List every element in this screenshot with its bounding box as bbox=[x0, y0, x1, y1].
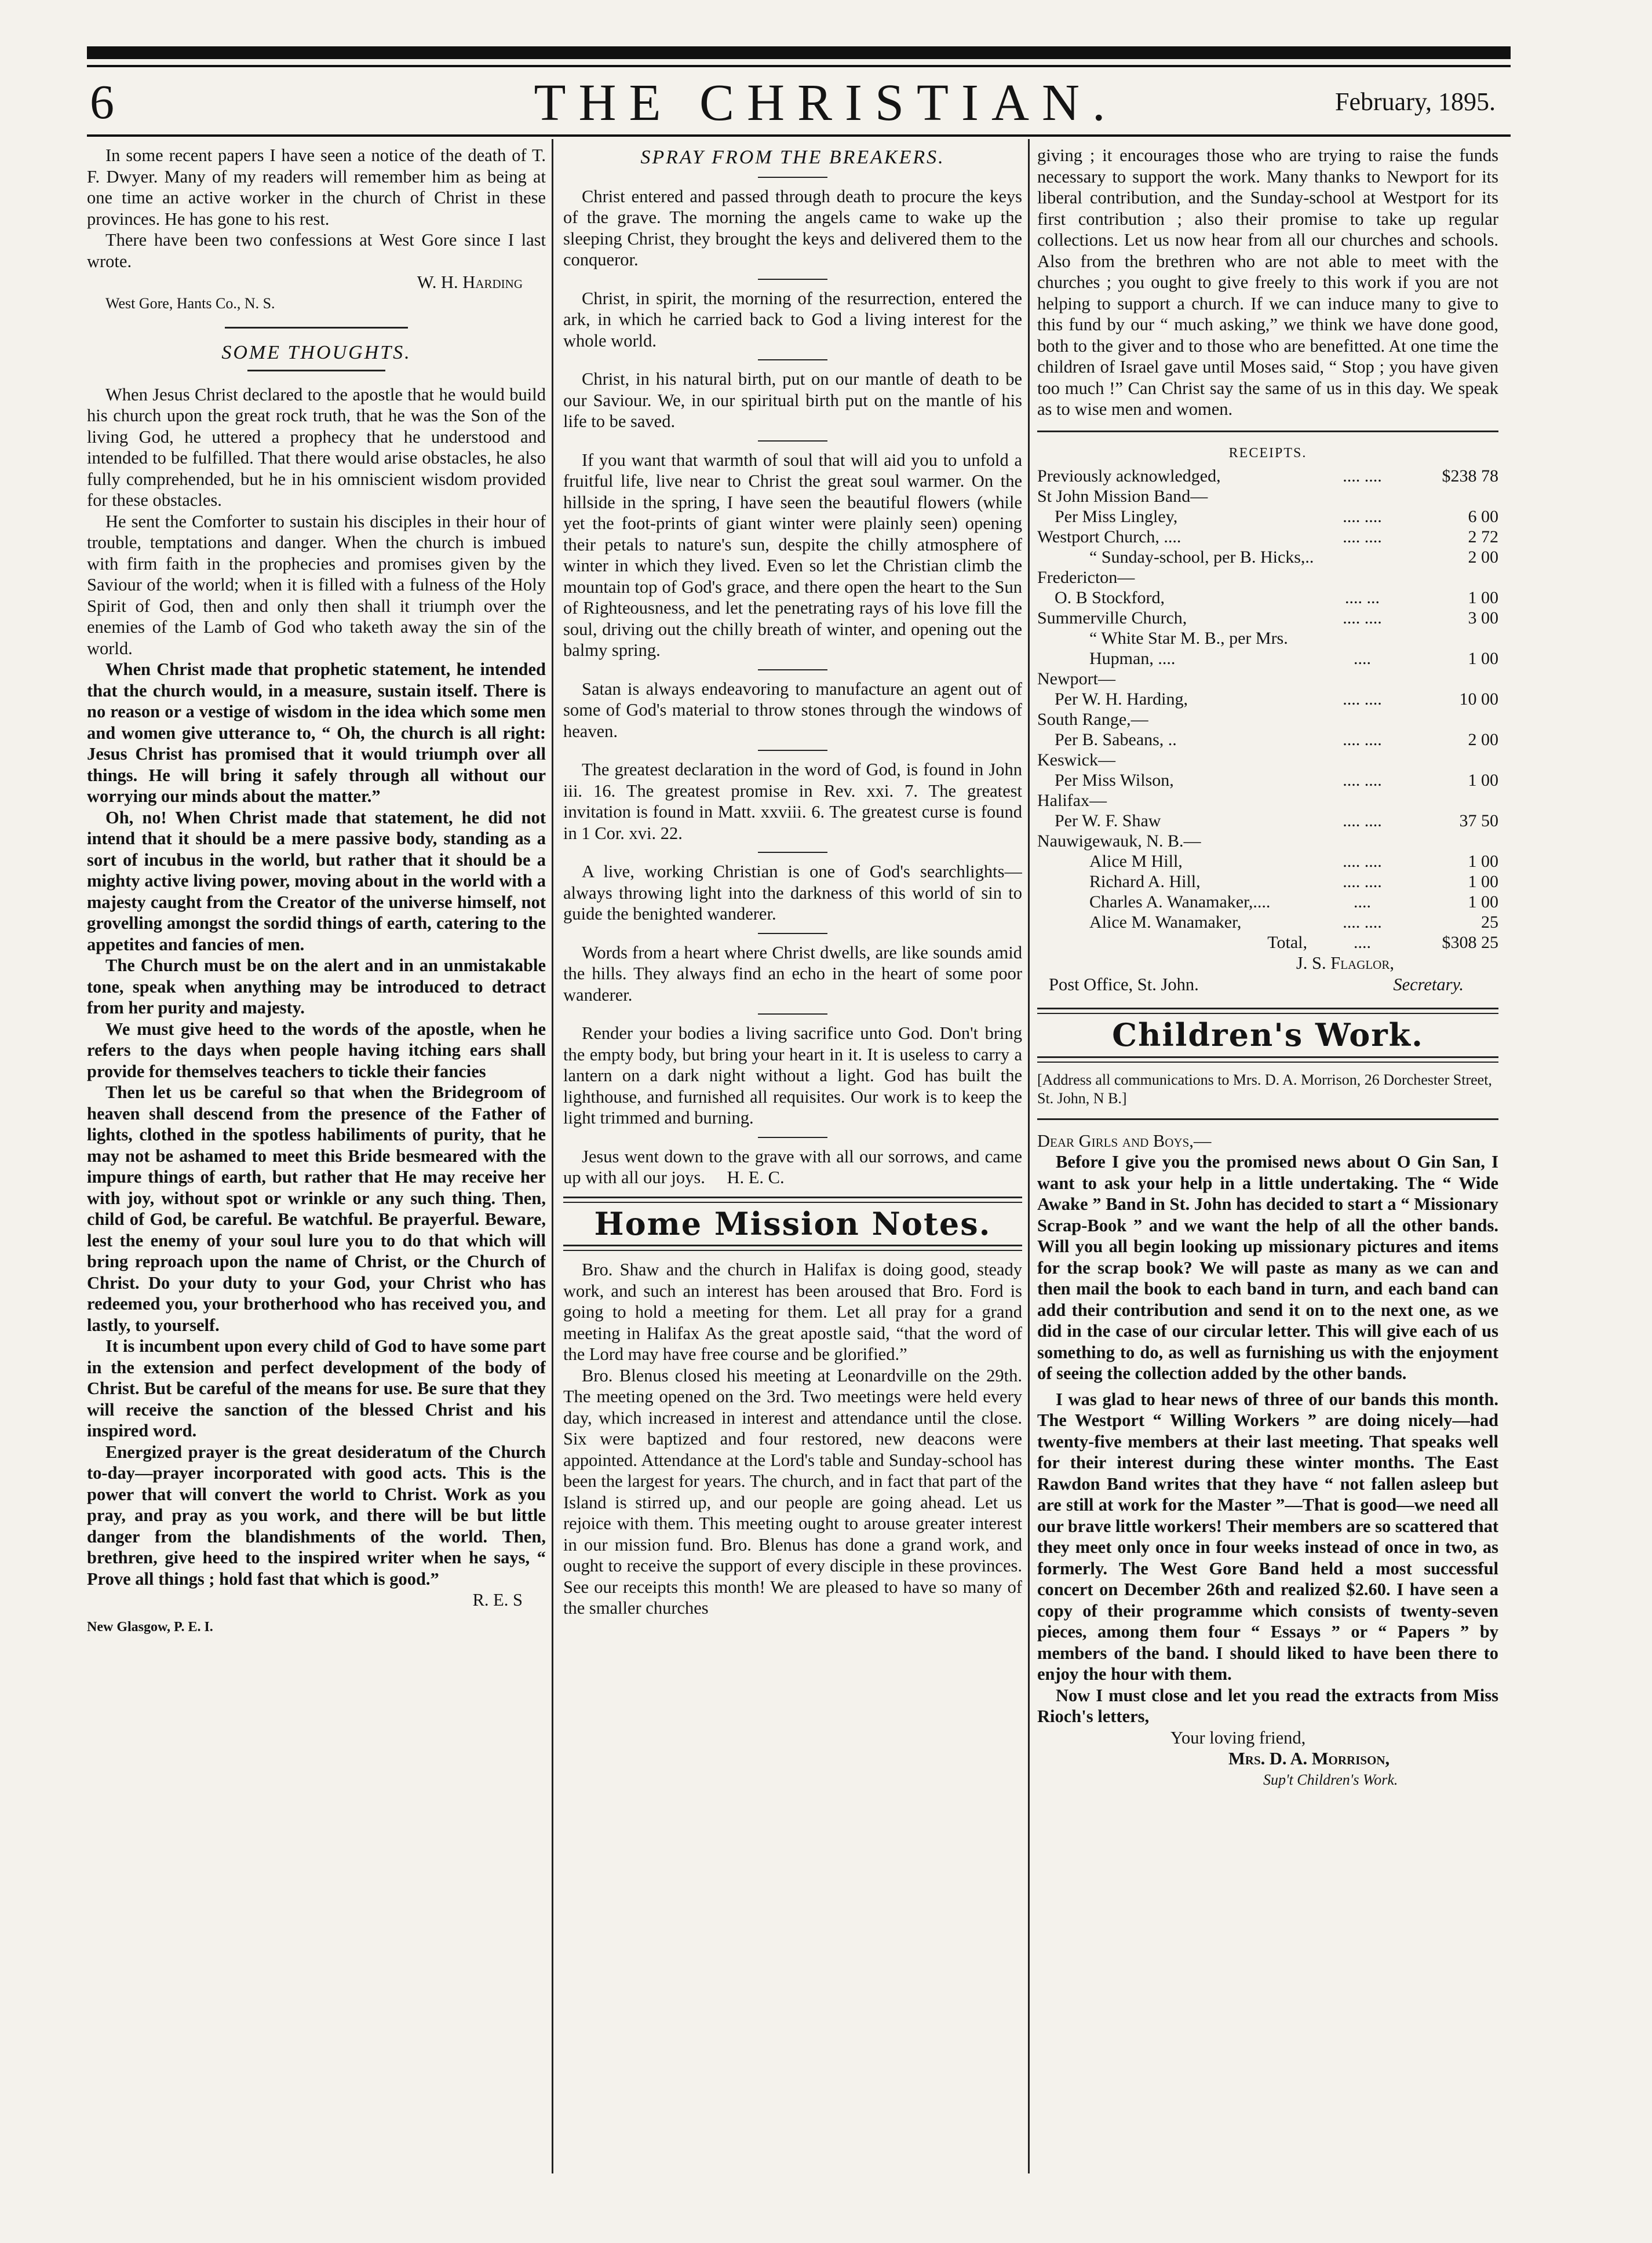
receipt-label: Per B. Sabeans, .. bbox=[1055, 730, 1177, 749]
receipt-label: “ Sunday-school, per B. Hicks,.. bbox=[1089, 548, 1314, 567]
receipt-row bbox=[1037, 709, 1498, 730]
receipt-dots: .... ... bbox=[1345, 588, 1380, 607]
closing: Your loving friend, bbox=[1170, 1727, 1306, 1748]
paragraph: When Christ made that prophetic statement, he intended that the church would, in a measure, sustain itself. There is no reason or a vestige of wisdom in the idea which some men and women give utterance to, “ Oh, the church is all right: Jesus Christ has promised that it would triumph over all things. He will bring it safely through all without our worrying our minds about the matter.” bbox=[87, 659, 546, 806]
receipt-dots: .... .... bbox=[1343, 507, 1382, 526]
paragraph: The greatest declaration in the word of God, is found in John iii. 16. The greatest promise in Rev. xxi. 7. The greatest invitation is found in Matt. xxviii. 6. The greatest curse is found in 1 Cor. xvi. 22. bbox=[563, 760, 1022, 843]
receipt-amount: 1 00 bbox=[1468, 771, 1498, 790]
receipt-dots bbox=[1319, 709, 1406, 730]
receipt-row bbox=[1037, 790, 1498, 811]
section-rule bbox=[758, 177, 827, 178]
receipt-dots bbox=[1319, 750, 1406, 770]
receipt-dots: .... bbox=[1354, 649, 1371, 668]
receipt-amount: 1 00 bbox=[1468, 872, 1498, 891]
section-title: Home Mission Notes. bbox=[594, 1205, 991, 1242]
receipt-row bbox=[1037, 628, 1498, 648]
receipt-amount: 2 00 bbox=[1468, 730, 1498, 749]
masthead-title: THE CHRISTIAN. bbox=[534, 74, 1118, 132]
section-rule bbox=[1037, 1118, 1498, 1120]
receipt-row bbox=[1037, 486, 1498, 506]
section-rule bbox=[758, 440, 827, 442]
paragraph: Satan is always endeavoring to manufacture an agent out of some of God's material to throw stones through the windows of heaven. bbox=[563, 679, 1022, 741]
receipt-row bbox=[1037, 648, 1498, 669]
receipt-dots bbox=[1319, 486, 1406, 506]
section-rule bbox=[758, 669, 827, 670]
receipt-dots bbox=[1319, 790, 1406, 811]
masthead-bottom-rule bbox=[87, 134, 1511, 137]
paragraph: Now I must close and let you read the extracts from Miss Rioch's letters, bbox=[1037, 1685, 1498, 1726]
receipt-row bbox=[1037, 770, 1498, 790]
section-rule bbox=[225, 327, 409, 329]
receipt-row bbox=[1037, 669, 1498, 689]
signature: W. H. Harding bbox=[417, 272, 523, 292]
receipt-amount: 2 00 bbox=[1468, 548, 1498, 567]
column-1 bbox=[87, 145, 546, 2168]
column-rule bbox=[1028, 139, 1030, 2173]
receipt-label: Fredericton— bbox=[1037, 568, 1135, 587]
receipt-row bbox=[1037, 506, 1498, 527]
receipt-amount: $238 78 bbox=[1442, 466, 1498, 486]
section-double-rule bbox=[563, 1245, 1022, 1251]
paragraph: Christ entered and passed through death to procure the keys of the grave. The morning the angels came to wake up the sleeping Christ, they brought the keys and delivered them to the conqueror. bbox=[563, 186, 1022, 269]
receipt-label: Per Miss Lingley, bbox=[1055, 507, 1178, 526]
column-rule bbox=[552, 139, 553, 2173]
signature-line bbox=[1037, 974, 1498, 995]
receipt-label: Previously acknowledged, bbox=[1037, 466, 1221, 486]
paragraph: Render your bodies a living sacrifice unto God. Don't bring the empty body, but bring your heart in it. It is useless to carry a lantern on a dark night without a light. God has built the lighthouse, and furnished all requisites. Our work is to keep the light trimmed and burning. bbox=[563, 1023, 1022, 1128]
receipt-row bbox=[1037, 608, 1498, 628]
address-note: [Address all communications to Mrs. D. A. Morrison, 26 Dorchester Street, St. John, N B.] bbox=[1037, 1071, 1492, 1107]
receipt-label: Keswick— bbox=[1037, 750, 1115, 769]
section-rule bbox=[758, 1013, 827, 1015]
receipt-label: “ White Star M. B., per Mrs. bbox=[1089, 629, 1288, 648]
paragraph: Before I give you the promised news about O Gin San, I want to ask your help in a little undertaking. The “ Wide Awake ” Band in St. John has decided to start a “ Missionary Scrap-Book ” and we want the help of all the other bands. Will you all begin looking up missionary pictures and items for the scrap book? We will paste as many as we can and then mail the book to each band in turn, and each band can add their contribution and send it on to the next one, as we did in the case of our circular letter. This will give each of us something to do, as well as furnishing us with the enjoyment of seeing the collection added by the other bands. bbox=[1037, 1152, 1498, 1383]
receipt-label: Westport Church, .... bbox=[1037, 527, 1181, 546]
receipt-label: Per Miss Wilson, bbox=[1055, 771, 1174, 790]
paragraph bbox=[563, 1146, 1022, 1188]
receipt-dots bbox=[1319, 547, 1406, 567]
receipt-row bbox=[1037, 892, 1498, 912]
receipt-amount bbox=[1406, 567, 1498, 588]
paragraph: He sent the Comforter to sustain his disciples in their hour of trouble, temptations and danger. When the church is imbued with firm faith in the prophecies and promises given by the Saviour of the world; when it is filled with a fulness of the Holy Spirit of God, then and only then shall it triumph over the enemies of the Lamb of God who taketh away the sin of the world. bbox=[87, 511, 546, 658]
receipt-label: South Range,— bbox=[1037, 710, 1148, 729]
masthead-top-band bbox=[87, 46, 1511, 59]
receipt-amount: 6 00 bbox=[1468, 507, 1498, 526]
receipt-amount bbox=[1406, 669, 1498, 689]
section-double-rule bbox=[563, 1197, 1022, 1203]
receipt-dots: .... .... bbox=[1343, 527, 1382, 546]
signature: J. S. Flaglor, bbox=[1296, 953, 1394, 973]
receipt-amount bbox=[1406, 790, 1498, 811]
paragraph: Bro. Blenus closed his meeting at Leonardville on the 29th. The meeting opened on the 3rd. Two meetings were held every day, which increased in interest and attendance until the close. Six were baptized and four restored, new deacons were appointed. Attendance at the Lord's table and Sunday-school has been the largest for years. The church, and in fact that part of the Island is stirred up, and our people are going ahead. Let us rejoice with them. This meeting ought to arouse greater interest in our mission fund. Bro. Blenus has done a grand work, and ought to receive the support of every disciple in these provinces. See our receipts this month! We are pleased to have so many of the smaller churches bbox=[563, 1365, 1022, 1618]
receipts-heading: RECEIPTS. bbox=[1228, 445, 1307, 461]
receipt-row bbox=[1037, 750, 1498, 770]
receipt-label: O. B Stockford, bbox=[1055, 588, 1165, 607]
receipt-dots: .... .... bbox=[1343, 852, 1382, 871]
receipt-row bbox=[1037, 527, 1498, 547]
receipt-row bbox=[1037, 811, 1498, 831]
receipt-dots: .... .... bbox=[1343, 730, 1382, 749]
receipt-row bbox=[1037, 567, 1498, 588]
salutation: Dear Girls and Boys,— bbox=[1037, 1130, 1212, 1151]
receipt-dots: .... .... bbox=[1343, 690, 1382, 709]
receipt-amount: 1 00 bbox=[1468, 649, 1498, 668]
section-rule bbox=[758, 279, 827, 280]
total-label: Total, bbox=[1267, 933, 1307, 952]
paragraph: We must give heed to the words of the apostle, when he refers to the days when people having itching ears shall provide for themselves teachers to tickle their fancies bbox=[87, 1019, 546, 1081]
section-double-rule bbox=[1037, 1008, 1498, 1014]
signature: R. E. S bbox=[472, 1590, 523, 1610]
paragraph: If you want that warmth of soul that will aid you to unfold a fruitful life, live near to Christ the great soul warmer. On the hillside in the spring, I have seen the beautiful flowers (while yet the foot-prints of giant winter were plainly seen) opening their petals to nature's sun, despite the chilly atmosphere of winter in which they lived. Even so let the Christian climb the mountain top of God's grace, and there open the heart to the Sun of Righteousness, and let the penetrating rays of his love fill the soul, driving out the chilly breath of winter, and opening out the balmy spring. bbox=[563, 450, 1022, 660]
receipt-row bbox=[1037, 588, 1498, 608]
receipt-amount: 1 00 bbox=[1468, 852, 1498, 871]
receipt-amount: 25 bbox=[1481, 913, 1498, 932]
receipt-amount: 10 00 bbox=[1459, 690, 1498, 709]
paragraph: Bro. Shaw and the church in Halifax is doing good, steady work, and such an interest has been aroused that Bro. Ford is going to hold a meeting for them. Let all pray for a grand meeting in Halifax As the great apostle said, “that the word of the Lord may have free course and be glorified.” bbox=[563, 1260, 1022, 1364]
paragraph: Then let us be careful so that when the Bridegroom of heaven shall descend from the presence of the Father of lights, clothed in the spotless habiliments of purity, that he may not be ashamed to meet this Bride besmeared with the impure things of earth, but rather that He may receive her with joy, without spot or wrinkle or any such thing. Then, child of God, be careful. Be watchful. Be prayerful. Beware, lest the enemy of your soul lure you to do that which will bring reproach upon the name of Christ, or the Church of Christ. Do your duty to your God, your Christ who has redeemed you, your brotherhood who has received you, and lastly, to yourself. bbox=[87, 1082, 546, 1335]
signature: H. E. C. bbox=[727, 1168, 785, 1187]
receipt-row bbox=[1037, 547, 1498, 567]
receipt-dots bbox=[1319, 669, 1406, 689]
receipt-amount bbox=[1406, 628, 1498, 648]
receipt-amount bbox=[1406, 709, 1498, 730]
receipt-dots: .... .... bbox=[1343, 771, 1382, 790]
section-rule bbox=[247, 370, 385, 371]
receipt-label: Halifax— bbox=[1037, 791, 1107, 810]
section-double-rule bbox=[1037, 1056, 1498, 1063]
paragraph: Words from a heart where Christ dwells, are like sounds amid the hills. They always find an echo in the heart of some poor wanderer. bbox=[563, 942, 1022, 1005]
place-line: West Gore, Hants Co., N. S. bbox=[105, 294, 275, 312]
place-line: Post Office, St. John. bbox=[1049, 974, 1199, 994]
paragraph: There have been two confessions at West Gore since I last wrote. bbox=[87, 230, 546, 271]
paragraph: I was glad to hear news of three of our bands this month. The Westport “ Willing Workers ” are doing nicely—had twenty-five members at their last meeting. That speaks well for their interest during these winter months. The East Rawdon Band writes that they have “ not fallen asleep but are still at work for the Master ”—That is good—we need all our brave little workers! Their members are so scattered that they meet only once in four weeks instead of once in two, as formerly. The West Gore Band held a most successful concert on December 26th and realized $2.60. I have seen a copy of their programme which consists of twenty-seven pieces, among them four “ Essays ” or “ Papers ” by members of the band. I should liked to have been there to enjoy the hour with them. bbox=[1037, 1389, 1498, 1684]
receipt-label: Newport— bbox=[1037, 669, 1115, 688]
paragraph: giving ; it encourages those who are trying to raise the funds necessary to support the work. Many thanks to Newport for its liberal contribution, and the Sunday-school at Westport for its first contribution ; also their promise to take up regular collections. Let us now hear from all our churches and schools. Also from the brethren who are not able to meet with the churches ; you ought to give freely to this work if you are not helping to support a church. If we can induce many to give to this fund by our “ much asking,” we think we have done good, both to the giver and to those who are benefitted. At one time the children of Israel gave until Moses said, “ Stop ; you have given too much !” Can Christ say the same of us in this day. We speak as to wise men and women. bbox=[1037, 145, 1498, 419]
receipt-row bbox=[1037, 912, 1498, 932]
receipts-total-row bbox=[1037, 932, 1498, 953]
signature-role: Secretary. bbox=[1393, 974, 1464, 994]
receipt-row bbox=[1037, 851, 1498, 871]
receipt-label: St John Mission Band— bbox=[1037, 487, 1208, 506]
paragraph: In some recent papers I have seen a notice of the death of T. F. Dwyer. Many of my readers will remember him as being at one time an active worker in the church of Christ in these provinces. He has gone to his rest. bbox=[87, 145, 546, 229]
paragraph-text: Jesus went down to the grave with all our sorrows, and came up with all our joys. bbox=[563, 1146, 1022, 1187]
receipt-amount bbox=[1406, 486, 1498, 506]
receipt-amount: 1 00 bbox=[1468, 588, 1498, 607]
receipt-row bbox=[1037, 689, 1498, 709]
receipt-amount: 3 00 bbox=[1468, 608, 1498, 628]
receipt-label: Summerville Church, bbox=[1037, 608, 1187, 628]
paragraph: It is incumbent upon every child of God to have some part in the extension and perfect development of the body of Christ. But be careful of the means for use. Be sure that they will receive the sanction of the blessed Christ and his inspired word. bbox=[87, 1336, 546, 1440]
receipts-table bbox=[1037, 466, 1498, 953]
receipt-dots: .... .... bbox=[1343, 608, 1382, 628]
receipt-label: Alice M Hill, bbox=[1089, 852, 1183, 871]
receipt-amount bbox=[1406, 831, 1498, 851]
receipt-dots bbox=[1319, 628, 1406, 648]
receipt-amount: 1 00 bbox=[1468, 892, 1498, 911]
receipt-dots: .... .... bbox=[1343, 913, 1382, 932]
paragraph: Energized prayer is the great desideratum of the Church to-day—prayer incorporated with good acts. This is the power that will convert the world to Christ. Work as you pray, and pray as you work, and there will be but little danger from the blandishments of the world. Then, brethren, give heed to the inspired writer when he says, “ Prove all things ; hold fast that which is good.” bbox=[87, 1442, 546, 1589]
section-rule bbox=[758, 933, 827, 934]
paragraph: A live, working Christian is one of God's searchlights—always throwing light into the darkness of this world of sin to guide the benighted wanderer. bbox=[563, 862, 1022, 924]
paragraph: The Church must be on the alert and in an unmistakable tone, speak when anything may be introduced to detract from her purity and majesty. bbox=[87, 955, 546, 1017]
receipt-label: Charles A. Wanamaker,.... bbox=[1089, 892, 1271, 911]
issue-date: February, 1895. bbox=[1335, 87, 1496, 116]
article-title: SPRAY FROM THE BREAKERS. bbox=[640, 147, 945, 168]
receipt-label: Richard A. Hill, bbox=[1089, 872, 1201, 891]
page-number: 6 bbox=[90, 75, 114, 129]
signature-role: Sup't Children's Work. bbox=[1263, 1771, 1398, 1788]
receipt-amount: 2 72 bbox=[1468, 527, 1498, 546]
total-dots: .... bbox=[1354, 933, 1371, 952]
section-rule bbox=[1037, 431, 1498, 432]
receipt-dots: .... bbox=[1354, 892, 1371, 911]
article-title: SOME THOUGHTS. bbox=[221, 342, 411, 363]
receipt-amount bbox=[1406, 750, 1498, 770]
receipt-dots: .... .... bbox=[1343, 872, 1382, 891]
receipt-row bbox=[1037, 730, 1498, 750]
receipt-dots: .... .... bbox=[1343, 466, 1382, 486]
receipt-row bbox=[1037, 871, 1498, 892]
section-rule bbox=[758, 852, 827, 853]
receipt-amount: 37 50 bbox=[1459, 811, 1498, 830]
paragraph: Christ, in his natural birth, put on our mantle of death to be our Saviour. We, in our spiritual birth put on the mantle of his life to be saved. bbox=[563, 369, 1022, 431]
paragraph: Christ, in spirit, the morning of the resurrection, entered the ark, in which he carried back to God a living interest for the whole world. bbox=[563, 288, 1022, 351]
receipt-label: Nauwigewauk, N. B.— bbox=[1037, 831, 1201, 851]
column-3 bbox=[1037, 145, 1498, 2168]
receipt-label: Hupman, .... bbox=[1089, 649, 1176, 668]
total-amount: $308 25 bbox=[1442, 933, 1498, 952]
paragraph: When Jesus Christ declared to the apostle that he would build his church upon the great rock truth, that he was the Son of the living God, he uttered a prophecy that he understood and intended to be fulfilled. That there would arise obstacles, he also fully comprehended, but he in his omniscient wisdom provided for these obstacles. bbox=[87, 384, 546, 510]
receipt-row bbox=[1037, 831, 1498, 851]
section-rule bbox=[758, 750, 827, 751]
receipt-row bbox=[1037, 466, 1498, 486]
section-title: Children's Work. bbox=[1112, 1016, 1424, 1053]
section-rule bbox=[758, 1137, 827, 1138]
receipt-label: Per W. F. Shaw bbox=[1055, 811, 1161, 830]
place-line: New Glasgow, P. E. I. bbox=[87, 1619, 213, 1635]
paragraph: Oh, no! When Christ made that statement, he did not intend that it should be a mere passive body, standing as a sort of incubus in the world, but rather that it should be a mighty active living power, moving about in the world with a majesty caught from the Creator of the universe himself, not grovelling amongst the sordid things of earth, catering to the appetites and fancies of men. bbox=[87, 807, 546, 954]
masthead-top-rule bbox=[87, 65, 1511, 67]
receipt-label: Per W. H. Harding, bbox=[1055, 690, 1188, 709]
receipt-dots bbox=[1319, 567, 1406, 588]
column-2 bbox=[563, 145, 1022, 2168]
receipt-dots bbox=[1319, 831, 1406, 851]
signature: Mrs. D. A. Morrison, bbox=[1228, 1749, 1390, 1768]
receipt-label: Alice M. Wanamaker, bbox=[1089, 913, 1242, 932]
receipt-dots: .... .... bbox=[1343, 811, 1382, 830]
section-rule bbox=[758, 359, 827, 360]
